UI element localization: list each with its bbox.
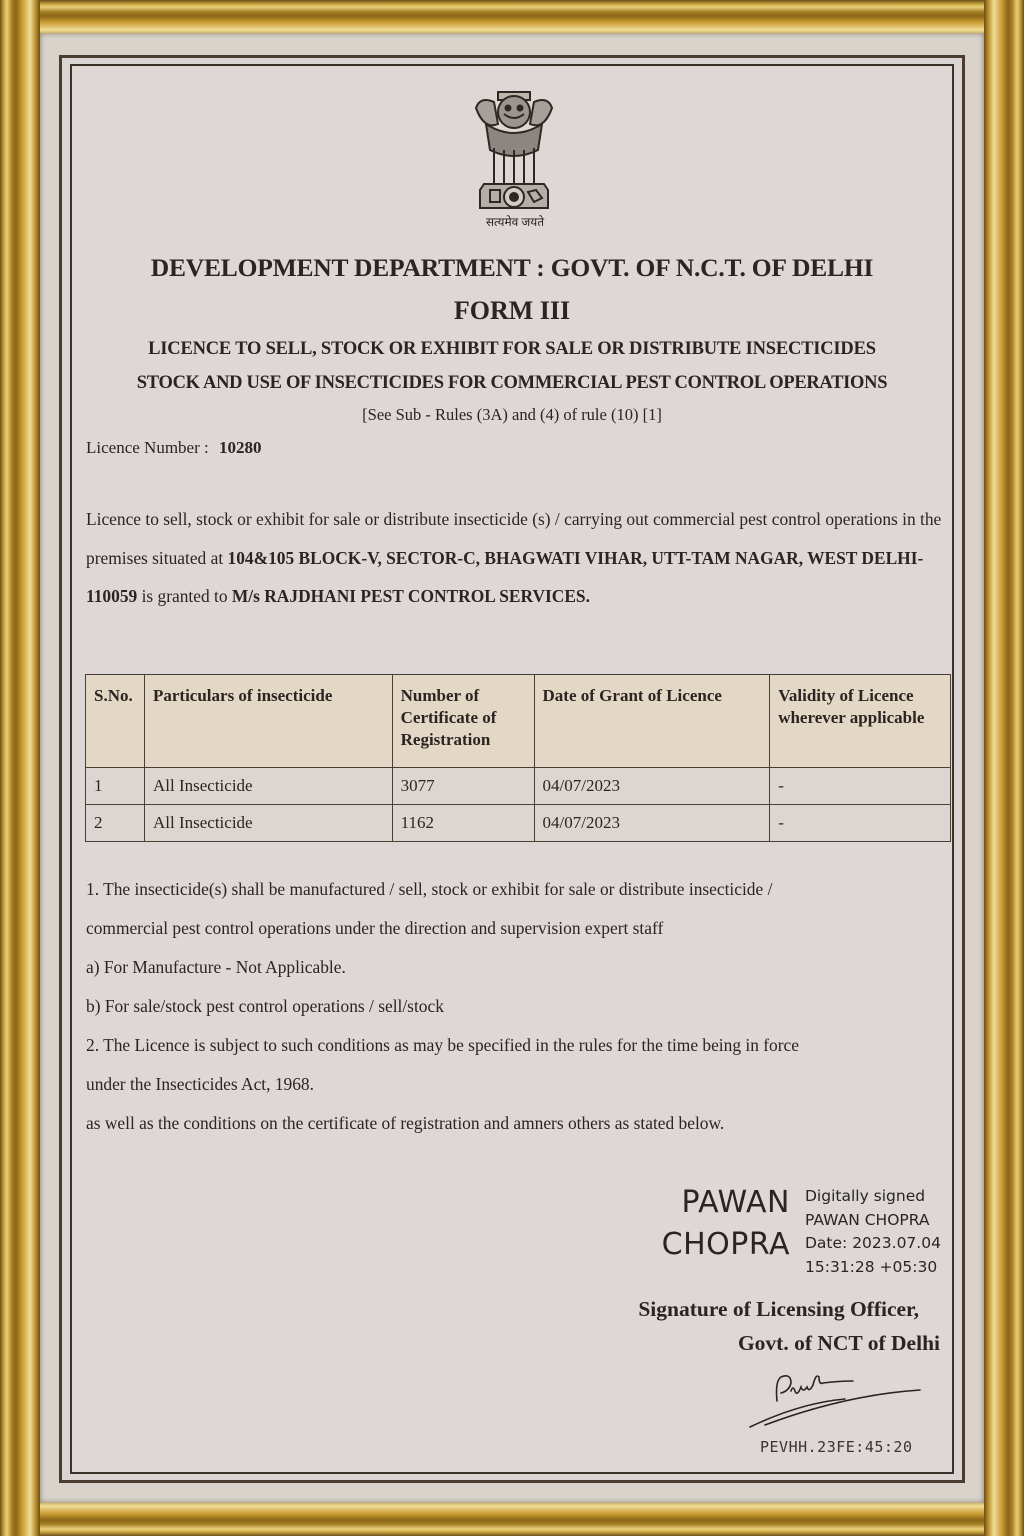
grant-intro: Licence to sell, stock or exhibit for sale or distribute insecticide (s) / carrying out commercial pest control operations in the premises situated at bbox=[86, 509, 942, 568]
cell-particulars: All Insecticide bbox=[144, 805, 392, 842]
rule-reference: [See Sub - Rules (3A) and (4) of rule (10) [1] bbox=[362, 405, 662, 424]
signer-last-name: CHOPRA bbox=[661, 1227, 790, 1262]
col-header-validity: Validity of Licence wherever applicable bbox=[770, 675, 951, 768]
table-row bbox=[86, 805, 951, 842]
conditions bbox=[86, 870, 946, 1143]
licence-title-line-1: LICENCE TO SELL, STOCK OR EXHIBIT FOR SALE OR DISTRIBUTE INSECTICIDES bbox=[148, 339, 876, 359]
signatory-title bbox=[560, 1292, 940, 1360]
condition-1-line-2: commercial pest control operations under the direction and supervision expert staff bbox=[86, 918, 664, 938]
cell-particulars: All Insecticide bbox=[144, 768, 392, 805]
condition-2-line-1: 2. The Licence is subject to such conditions as may be specified in the rules for the time being in force bbox=[86, 1035, 799, 1055]
signatory-title-line-2: Govt. of NCT of Delhi bbox=[737, 1331, 940, 1355]
col-header-sno: S.No. bbox=[86, 675, 145, 768]
licence-number-label: Licence Number : bbox=[86, 438, 209, 457]
licence-number-value: 10280 bbox=[218, 438, 262, 457]
signer-first-name: PAWAN bbox=[681, 1185, 790, 1220]
cell-grant-date: 04/07/2023 bbox=[534, 768, 770, 805]
granted-to-text: is granted to bbox=[137, 586, 232, 606]
signatory-title-line-1: Signature of Licensing Officer, bbox=[638, 1297, 919, 1321]
form-title: FORM III bbox=[453, 296, 571, 325]
cell-sno: 2 bbox=[86, 805, 145, 842]
department-heading: DEVELOPMENT DEPARTMENT : GOVT. OF N.C.T. OF DELHI bbox=[150, 253, 874, 282]
cell-sno: 1 bbox=[86, 768, 145, 805]
cell-validity: - bbox=[770, 768, 951, 805]
condition-1-b: b) For sale/stock pest control operations / sell/stock bbox=[86, 996, 444, 1016]
digitally-signed-time: 15:31:28 +05:30 bbox=[805, 1257, 938, 1276]
premises-address: 104&105 BLOCK-V, SECTOR-C, BHAGWATI VIHAR, UTT-TAM NAGAR, WEST DELHI-110059 bbox=[86, 547, 924, 606]
table-row bbox=[86, 768, 951, 805]
frame-right-edge bbox=[984, 0, 1024, 1536]
grant-paragraph bbox=[86, 500, 946, 616]
emblem-motto: सत्यमेव जयते bbox=[485, 215, 545, 229]
col-header-grant-date: Date of Grant of Licence bbox=[534, 675, 770, 768]
licensee-name: M/s RAJDHANI PEST CONTROL SERVICES. bbox=[231, 586, 590, 606]
digitally-signed-date: Date: 2023.07.04 bbox=[805, 1234, 941, 1252]
national-emblem-icon bbox=[468, 80, 560, 230]
cell-validity: - bbox=[770, 805, 951, 842]
digital-signature-name bbox=[640, 1182, 790, 1266]
col-header-certificate-number: Number of Certificate of Registration bbox=[392, 675, 534, 768]
digital-signature-details bbox=[805, 1185, 941, 1279]
condition-3: as well as the conditions on the certificate of registration and amners others as stated below. bbox=[86, 1113, 725, 1133]
frame-left-edge bbox=[0, 0, 40, 1536]
cell-grant-date: 04/07/2023 bbox=[534, 805, 770, 842]
condition-1-a: a) For Manufacture - Not Applicable. bbox=[86, 957, 346, 977]
licence-title-line-2: STOCK AND USE OF INSECTICIDES FOR COMMERCIAL PEST CONTROL OPERATIONS bbox=[136, 373, 888, 393]
handwritten-signature bbox=[745, 1365, 925, 1435]
insecticide-table bbox=[85, 674, 951, 842]
cell-certificate-number: 3077 bbox=[392, 768, 534, 805]
licence-number-row bbox=[86, 438, 261, 458]
cell-certificate-number: 1162 bbox=[392, 805, 534, 842]
condition-1-line-1: 1. The insecticide(s) shall be manufactured / sell, stock or exhibit for sale or distribute insecticide / bbox=[86, 879, 773, 899]
table-header-row bbox=[86, 675, 951, 768]
condition-2-line-2: under the Insecticides Act, 1968. bbox=[86, 1074, 314, 1094]
col-header-particulars: Particulars of insecticide bbox=[144, 675, 392, 768]
digitally-signed-name: PAWAN CHOPRA bbox=[805, 1210, 930, 1229]
digitally-signed-label: Digitally signed bbox=[805, 1187, 926, 1205]
handwritten-note: PEVHH.23FE:45:20 bbox=[760, 1438, 913, 1456]
